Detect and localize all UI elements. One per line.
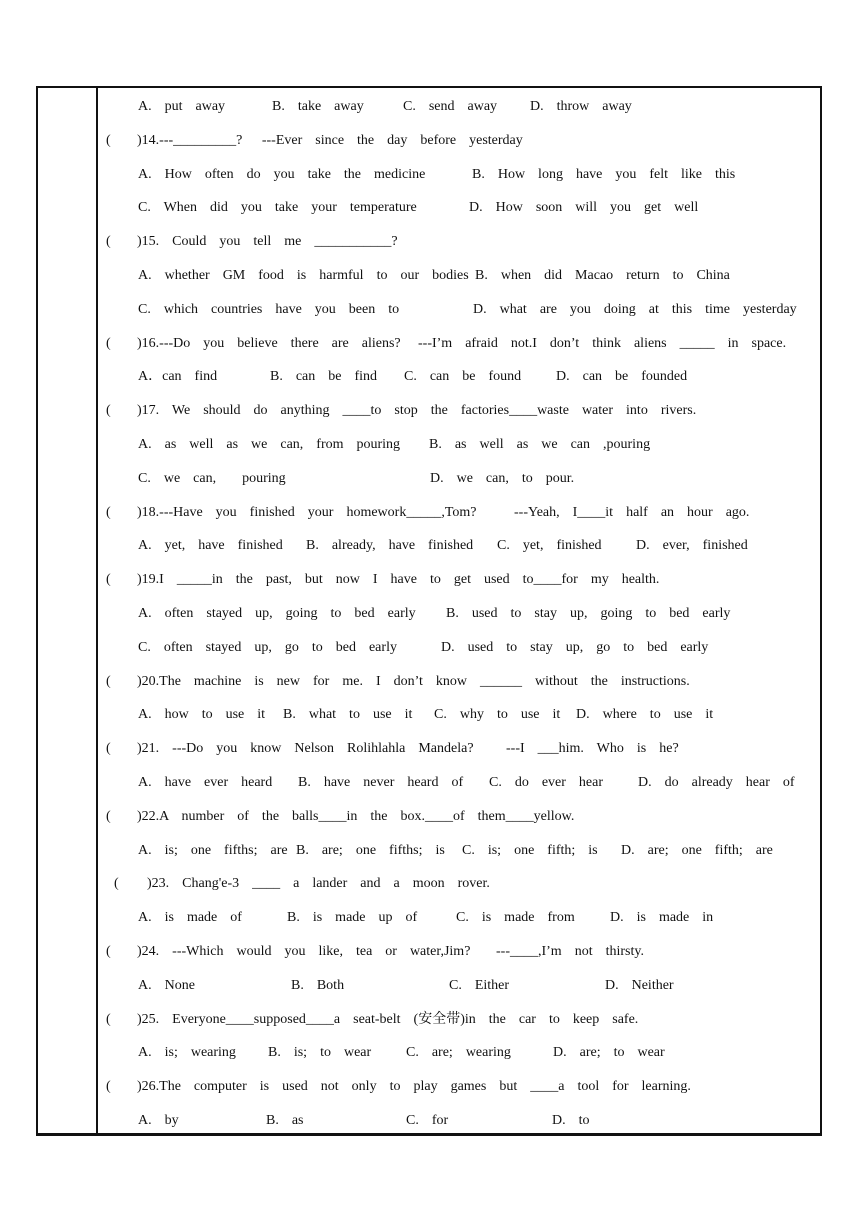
answer-option: D. used to stay up, go to bed early [441,639,709,655]
question-text: )24. ---Which would you like, tea or water,Jim? [137,944,471,959]
answer-option: A. as well as we can, from pouring [138,437,401,452]
answer-option: A. is; wearing [138,1045,236,1061]
answer-option: D. Neither [605,977,674,993]
options-line [98,1043,820,1063]
answer-option: B. as well as we can ,pouring [429,437,651,452]
answer-option: D. what are you doing at this time yesterday [473,301,797,317]
options-line [98,705,820,725]
answer-bracket: ( [106,944,111,959]
answer-option: D. where to use it [576,707,714,723]
answer-bracket: ( [114,876,119,892]
answer-option: D. can be founded [556,369,688,385]
question-text: )17. We should do anything ____to stop the factories____waste water into rivers. [137,403,697,419]
answer-option: B. when did Macao return to China [475,268,730,283]
question-text: )26.The computer is used not only to play games but ____a tool for learning. [137,1079,691,1095]
answer-option: B. are; one fifths; is [296,842,445,858]
answer-option: B. used to stay up, going to bed early [446,606,731,621]
answer-option: D. are; to wear [553,1045,665,1061]
answer-option: B. is made up of [287,910,418,926]
question-line [98,1077,820,1097]
answer-bracket: ( [106,403,111,419]
answer-option: D. How soon will you get well [469,200,699,216]
options-line [98,773,820,793]
answer-option: C. can be found [404,369,522,385]
worksheet-table [36,86,822,1136]
answer-bracket: ( [106,1011,111,1027]
answer-option: D. to [552,1113,590,1128]
answer-option: B. already, have finished [306,538,474,554]
options-line [98,536,820,556]
question-text: )22.A number of the balls____in the box.____of them____yellow. [137,808,575,824]
answer-option: C. often stayed up, go to bed early [138,639,397,655]
question-line [98,807,820,827]
options-line [98,976,820,996]
options-line [98,841,820,861]
question-column [98,88,820,1133]
question-line [98,401,820,421]
question-text: )15. Could you tell me ___________? [137,234,398,250]
answer-option: D. we can, to pour. [430,470,575,486]
question-text: )23. Chang'e-3 ____ a lander and a moon rover. [147,876,490,892]
answer-bracket: ( [106,741,111,757]
answer-option: A. often stayed up, going to bed early [138,606,416,621]
question-text: )25. Everyone____supposed____a seat-belt (安全带)in the car to keep safe. [137,1011,639,1027]
answer-option: C. Either [449,977,510,993]
answer-option: A. yet, have finished [138,538,283,554]
question-line [98,672,820,692]
question-text: )18.---Have you finished your homework_____,Tom? [137,504,477,520]
options-line [98,1111,820,1131]
question-line [98,131,820,151]
answer-option: B. as [266,1113,304,1128]
answer-option: A. put away [138,99,226,114]
options-line [98,604,820,624]
options-line [98,435,820,455]
answer-option: D. throw away [530,99,632,114]
options-line [98,300,820,320]
answer-option: D. ever, finished [636,538,748,554]
question-line [98,570,820,590]
question-line [98,334,820,354]
options-line [98,908,820,928]
question-line [98,503,820,523]
answer-bracket: ( [106,132,111,148]
answer-option: A. is; one fifths; are [138,842,288,858]
answer-option: A．can find [138,369,218,385]
answer-bracket: ( [106,335,111,351]
answer-option: C. send away [403,99,498,114]
answer-option: C. do ever hear [489,775,604,790]
answer-option: C. we can, pouring [138,470,286,486]
question-line [98,739,820,759]
answer-bracket: ( [106,1079,111,1095]
options-line [98,638,820,658]
answer-bracket: ( [106,673,111,689]
answer-bracket: ( [106,572,111,588]
answer-option: A. have ever heard [138,775,273,790]
answer-option: B. have never heard of [298,775,464,790]
question-line [98,1010,820,1030]
answer-bracket: ( [106,808,111,824]
answer-option: A. whether GM food is harmful to our bodies [138,268,469,283]
answer-option: B. take away [272,99,364,114]
answer-option: C. which countries have you been to [138,301,400,317]
reply-text: ---____,I’m not thirsty. [496,944,644,959]
options-line [98,198,820,218]
answer-option: B. what to use it [283,707,413,723]
question-text: )19.I _____in the past, but now I have to get used to____for my health. [137,572,660,588]
options-line [98,165,820,185]
options-line [98,469,820,489]
answer-option: D. is made in [610,910,714,926]
answer-option: C. for [406,1113,449,1128]
answer-option: D. are; one fifth; are [621,842,773,858]
question-text: )21. ---Do you know Nelson Rolihlahla Mandela? [137,741,474,757]
answer-option: A. by [138,1113,179,1128]
options-line [98,97,820,117]
answer-option: A. How often do you take the medicine [138,166,426,182]
reply-text: ---I ___him. Who is he? [506,741,679,757]
question-line [98,942,820,962]
answer-option: D. do already hear of [638,775,795,790]
answer-option: A. is made of [138,910,242,926]
question-line [98,232,820,252]
answer-option: B. Both [291,977,345,993]
answer-option: C. yet, finished [497,538,602,554]
reply-text: ---I’m afraid not.I don’t think aliens _____ in space. [418,335,787,351]
answer-option: C. When did you take your temperature [138,200,417,216]
question-text: )16.---Do you believe there are aliens? [137,335,401,351]
answer-option: C. are; wearing [406,1045,511,1061]
options-line [98,367,820,387]
question-text: )14.---_________? ---Ever since the day before yesterday [137,132,523,148]
answer-bracket: ( [106,234,111,250]
answer-option: C. is; one fifth; is [462,842,598,858]
options-line [98,266,820,286]
answer-option: A. None [138,977,195,993]
answer-option: C. is made from [456,910,575,926]
answer-option: A. how to use it [138,707,266,723]
answer-option: C. why to use it [434,707,561,723]
answer-option: B. is; to wear [268,1045,372,1061]
answer-option: B. How long have you felt like this [472,166,736,182]
reply-text: ---Yeah, I____it half an hour ago. [514,504,750,520]
answer-bracket: ( [106,504,111,520]
question-text: )20.The machine is new for me. I don’t know ______ without the instructions. [137,673,690,689]
left-column [38,88,98,1133]
answer-option: B. can be find [270,369,378,385]
question-line [98,874,820,894]
